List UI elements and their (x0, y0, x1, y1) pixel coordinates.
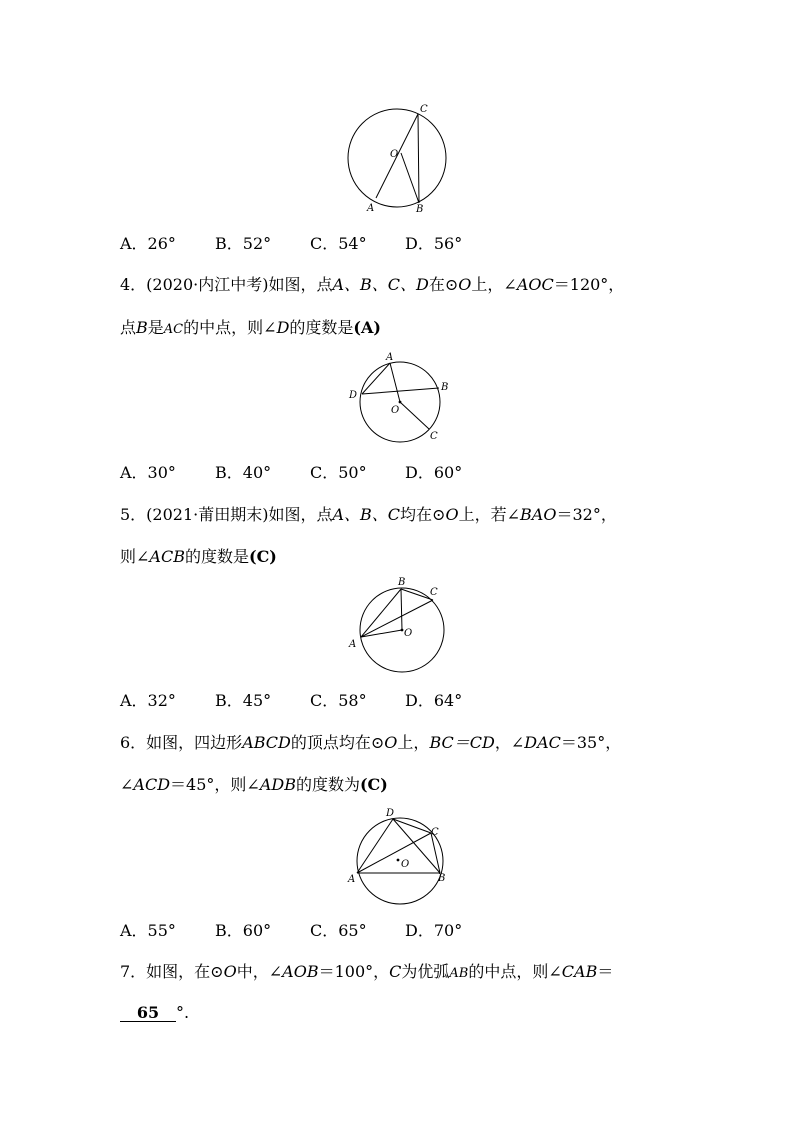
q7-angle-cab: CAB (561, 962, 598, 981)
q5-l2-lead: 则∠ (120, 547, 150, 566)
q4-segment-oc (400, 402, 429, 429)
q4-option-a[interactable]: A．30° (120, 463, 176, 482)
q7-tail: ＝ (597, 962, 614, 981)
q4-label-o: O (391, 405, 400, 416)
q5-label-a: A (349, 639, 357, 650)
q4-label-d: D (349, 390, 358, 401)
q3-label-a: A (367, 203, 375, 214)
q5-mid2: 上，若∠ (458, 505, 521, 524)
q7-mid3: 为优弧 (401, 962, 450, 981)
q5-label-b: B (398, 577, 406, 588)
q4-l2-mid: 是 (147, 318, 164, 337)
q4-lead: 4．(2020·内江中考)如图，点 (120, 275, 333, 294)
q3-label-c: C (420, 104, 428, 115)
q6-l2-mid: ＝45°，则∠ (170, 775, 260, 794)
q4-arc-ac: AC (163, 322, 184, 337)
q7-point-c: C (389, 962, 402, 981)
q7-stem-line2 (120, 1003, 189, 1023)
q7-lead: 7．如图，在⊙ (120, 962, 224, 981)
q6-label-c: C (431, 827, 439, 838)
q5-option-c[interactable]: C．58° (310, 691, 367, 710)
q5-option-b[interactable]: B．45° (215, 691, 272, 710)
q6-option-a[interactable]: A．55° (120, 921, 176, 940)
q6-angle-dac: DAC (524, 733, 561, 752)
q4-center-dot (399, 401, 402, 404)
q5-option-a[interactable]: A．32° (120, 691, 176, 710)
q5-angle-acb: ACB (149, 547, 185, 566)
q4-tail: ＝120°， (553, 275, 625, 294)
q6-lead: 6．如图，四边形 (120, 733, 243, 752)
q6-angle-acd: ACD (133, 775, 171, 794)
q6-label-d: D (386, 808, 395, 819)
q6-mid3: ，∠ (494, 733, 525, 752)
q6-label-o: O (401, 859, 410, 870)
q6-l2-mid2: 的度数为 (295, 775, 360, 794)
q3-option-b[interactable]: B．52° (215, 234, 272, 253)
q5-circle-o: O (445, 505, 459, 524)
q6-mid: 的顶点均在⊙ (290, 733, 385, 752)
q5-points: A、B、C (332, 505, 401, 524)
q4-points: A、B、C、D (332, 275, 429, 294)
q7-mid2: ＝100°， (318, 962, 390, 981)
q4-circle-figure (345, 352, 450, 447)
q7-circle-o: O (223, 962, 237, 981)
q5-lead: 5．(2021·莆田期末)如图，点 (120, 505, 333, 524)
q4-label-c: C (430, 431, 438, 442)
q6-segment-ac (357, 833, 431, 873)
q7-unit: °. (176, 1003, 190, 1022)
q5-option-d[interactable]: D．64° (405, 691, 463, 710)
q3-option-d[interactable]: D．56° (405, 234, 463, 253)
q6-tail: ＝35°， (560, 733, 622, 752)
q6-option-c[interactable]: C．65° (310, 921, 367, 940)
q6-option-b[interactable]: B．60° (215, 921, 272, 940)
q6-circle-figure (345, 806, 450, 906)
q3-option-a[interactable]: A．26° (120, 234, 176, 253)
q6-label-a: A (348, 874, 356, 885)
q5-l2-mid: 的度数是 (184, 547, 249, 566)
q4-option-b[interactable]: B．40° (215, 463, 272, 482)
q5-label-o: O (404, 628, 413, 639)
q5-answer: (C) (249, 547, 277, 566)
q4-mid: 在⊙ (428, 275, 459, 294)
q5-stem-line2 (120, 547, 277, 567)
q6-answer: (C) (359, 775, 388, 794)
q4-answer: (A) (353, 318, 381, 337)
q6-segment-cb (431, 833, 440, 873)
q4-stem-line2 (120, 318, 381, 340)
q6-mid2: 上， (397, 733, 430, 752)
q5-options (120, 691, 500, 711)
q6-option-d[interactable]: D．70° (405, 921, 463, 940)
q4-stem-line1 (120, 275, 624, 295)
q6-l2-lead: ∠ (120, 775, 134, 794)
q4-label-a: A (386, 352, 394, 363)
q4-l2-lead: 点 (120, 318, 137, 337)
q6-label-b: B (438, 873, 446, 884)
q5-stem-line1 (120, 505, 617, 525)
q4-option-c[interactable]: C．50° (310, 463, 367, 482)
q6-eq: BC＝CD (429, 733, 495, 752)
q6-circle-o: O (384, 733, 398, 752)
q7-angle-aob: AOB (282, 962, 319, 981)
q6-options (120, 921, 500, 941)
q6-segment-ad (357, 819, 393, 873)
q7-mid4: 的中点，则∠ (468, 962, 562, 981)
q4-option-d[interactable]: D．60° (405, 463, 463, 482)
q7-stem-line1 (120, 962, 613, 984)
q3-option-c[interactable]: C．54° (310, 234, 367, 253)
q4-options (120, 463, 500, 483)
q3-options (120, 234, 500, 254)
q5-angle-bao: BAO (520, 505, 557, 524)
q3-label-o: O (390, 149, 399, 160)
q5-segment-ac (361, 600, 433, 637)
q4-segment-db (362, 388, 439, 394)
q4-segment-ao (390, 363, 400, 402)
q4-segment-ad (362, 363, 390, 394)
q4-angle-d: D (276, 318, 290, 337)
q6-stem-line1 (120, 733, 621, 753)
q3-segment-cb (418, 114, 419, 203)
q3-segment-ob (401, 153, 419, 203)
q3-circle-figure (340, 100, 455, 218)
q6-center-dot (397, 859, 400, 862)
q4-label-b: B (441, 382, 449, 393)
q6-angle-adb: ADB (259, 775, 296, 794)
q5-circle-figure (345, 575, 450, 675)
q7-arc-ab: AB (449, 966, 469, 981)
q4-circle-o: O (458, 275, 472, 294)
q3-label-b: B (416, 204, 424, 215)
q5-segment-ab (361, 589, 401, 637)
q4-l2-mid3: 的度数是 (289, 318, 354, 337)
q7-answer-blank[interactable]: 65 (120, 1004, 176, 1022)
q6-stem-line2 (120, 775, 388, 795)
q4-l2-mid2: 的中点，则∠ (183, 318, 277, 337)
q4-angle-aoc: AOC (516, 275, 554, 294)
q5-mid: 均在⊙ (400, 505, 446, 524)
q7-mid: 中，∠ (236, 962, 283, 981)
q4-mid2: 上，∠ (471, 275, 517, 294)
q4-point-b: B (136, 318, 148, 337)
q5-tail: ＝32°， (556, 505, 617, 524)
q5-label-c: C (430, 587, 438, 598)
q5-segment-bo (401, 589, 402, 630)
q6-quad: ABCD (242, 733, 291, 752)
q5-center-dot (401, 629, 404, 632)
